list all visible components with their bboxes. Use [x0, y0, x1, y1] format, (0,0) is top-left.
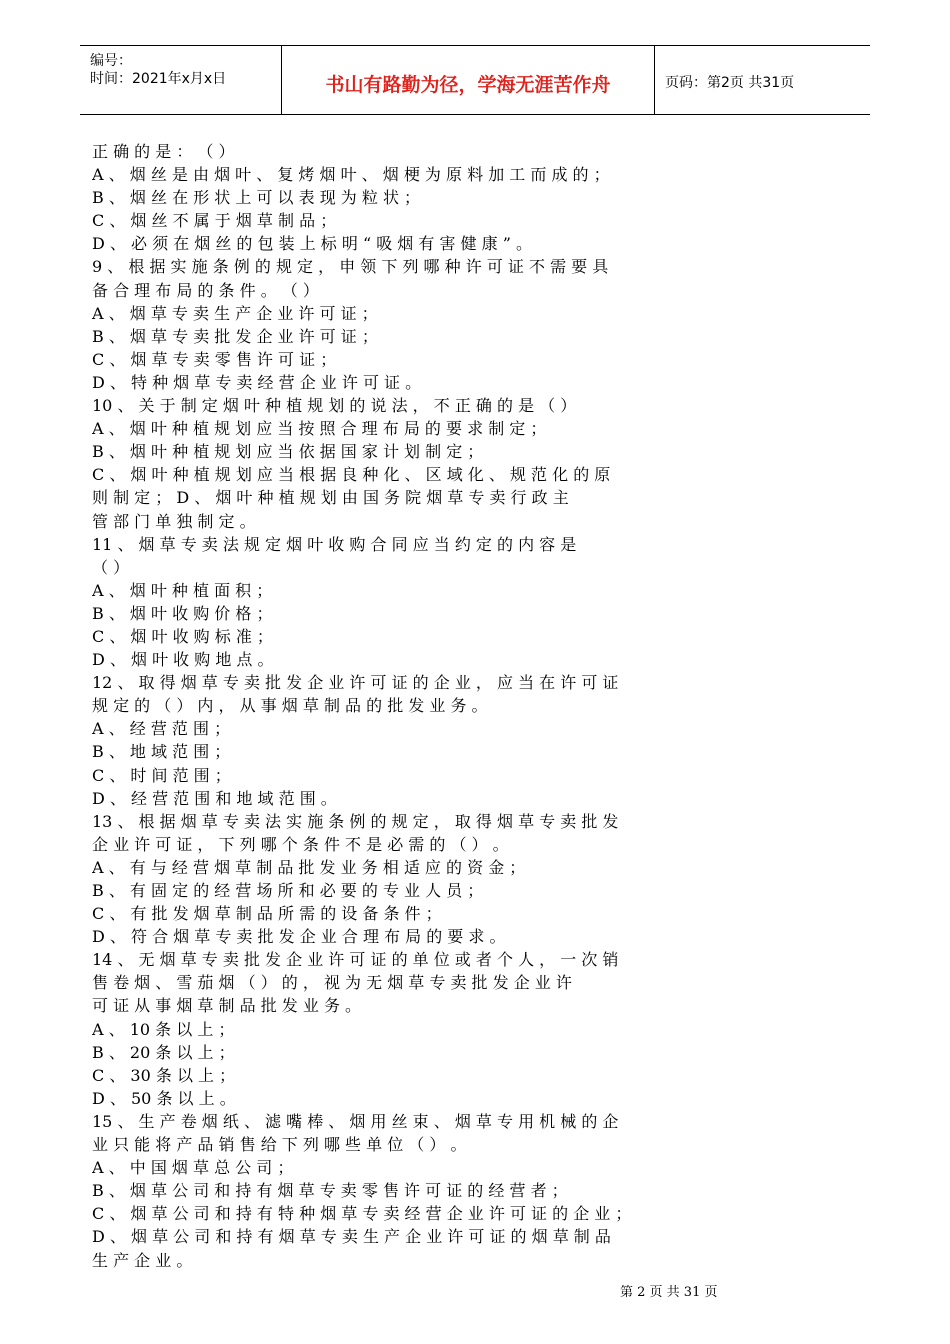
text-line: A 、 中 国 烟 草 总 公 司 ； [92, 1158, 294, 1178]
header-right-cell [655, 46, 870, 114]
text-line: 正 确 的 是 ： （ ） [92, 142, 235, 161]
text-line: C 、 烟 丝 不 属 于 烟 草 制 品 ； [92, 211, 337, 231]
text-line: 15 、 生 产 卷 烟 纸 、 滤 嘴 棒 、 烟 用 丝 束 、 烟 草 专 用 机 械 的 企 [92, 1111, 619, 1131]
text-line: 生 产 企 业 。 [92, 1250, 193, 1270]
text-line: A 、 烟 丝 是 由 烟 叶 、 复 烤 烟 叶 、 烟 梗 为 原 料 加 工 而 成 的 ； [92, 165, 610, 185]
text-line: C 、 时 间 范 围 ； [92, 765, 231, 785]
text-line: D 、 50 条 以 上 。 [92, 1088, 236, 1108]
text-line: C 、 30 条 以 上 ； [92, 1065, 236, 1085]
text-line: C 、 烟 草 专 卖 零 售 许 可 证 ； [92, 349, 337, 369]
text-line: C 、 有 批 发 烟 草 制 品 所 需 的 设 备 条 件 ； [92, 904, 442, 924]
text-line: B 、 烟 叶 收 购 价 格 ； [92, 603, 273, 623]
text-line: B 、 烟 草 专 卖 批 发 企 业 许 可 证 ； [92, 326, 378, 346]
text-line: B 、 烟 草 公 司 和 持 有 烟 草 专 卖 零 售 许 可 证 的 经 营 者 ； [92, 1181, 568, 1201]
text-line: A 、 烟 叶 种 植 面 积 ； [92, 580, 273, 600]
text-line: 12 、 取 得 烟 草 专 卖 批 发 企 业 许 可 证 的 企 业 ， 应 当 在 许 可 证 [92, 673, 619, 693]
text-line: D 、 烟 叶 收 购 地 点 。 [92, 650, 274, 670]
text-line: A 、 经 营 范 围 ； [92, 719, 231, 739]
text-line: D 、 经 营 范 围 和 地 域 范 围 。 [92, 788, 337, 808]
header-motto: 书山有路勤为径，学海无涯苦作舟 [325, 74, 611, 96]
text-line: C 、 烟 草 公 司 和 持 有 特 种 烟 草 专 卖 经 营 企 业 许 可 证 的 企 业 ； [92, 1204, 632, 1224]
text-line: 售 卷 烟 、 雪 茄 烟 （ ） 的 ， 视 为 无 烟 草 专 卖 批 发 企 业 许 [92, 973, 572, 993]
text-line: B 、 烟 叶 种 植 规 划 应 当 依 据 国 家 计 划 制 定 ； [92, 442, 484, 462]
text-line: 管 部 门 单 独 制 定 。 [92, 511, 256, 531]
text-line: 备 合 理 布 局 的 条 件 。 （ ） [92, 280, 319, 300]
text-line: 11 、 烟 草 专 卖 法 规 定 烟 叶 收 购 合 同 应 当 约 定 的 内 容 是 [92, 534, 577, 554]
text-line: 9 、 根 据 实 施 条 例 的 规 定 ， 申 领 下 列 哪 种 许 可 证 不 需 要 具 [92, 257, 609, 277]
text-line: A 、 烟 叶 种 植 规 划 应 当 按 照 合 理 布 局 的 要 求 制 定 ； [92, 419, 547, 439]
code-label: 编号： [90, 53, 132, 69]
text-line: A 、 10 条 以 上 ； [92, 1019, 235, 1039]
text-line: 业 只 能 将 产 品 销 售 给 下 列 哪 些 单 位 （ ） 。 [92, 1135, 467, 1155]
text-line: 可 证 从 事 烟 草 制 品 批 发 业 务 。 [92, 996, 362, 1016]
header-page-info: 页码：第2页 共31页 [665, 75, 795, 91]
text-line: 10 、 关 于 制 定 烟 叶 种 植 规 划 的 说 法 ， 不 正 确 的 是 （ ） [92, 396, 577, 416]
header-middle-cell [282, 46, 655, 114]
text-line: B 、 有 固 定 的 经 营 场 所 和 必 要 的 专 业 人 员 ； [92, 881, 484, 900]
text-line: A 、 烟 草 专 卖 生 产 企 业 许 可 证 ； [92, 303, 378, 323]
page-footer: 第 2 页 共 31 页 [620, 1285, 718, 1300]
page-header [80, 45, 870, 115]
text-line: C 、 烟 叶 收 购 标 准 ； [92, 626, 273, 646]
header-left-cell [80, 46, 282, 114]
text-line: 企 业 许 可 证 ， 下 列 哪 个 条 件 不 是 必 需 的 （ ） 。 [92, 834, 509, 854]
text-line: B 、 烟 丝 在 形 状 上 可 以 表 现 为 粒 状 ； [92, 188, 421, 208]
text-line: B 、 20 条 以 上 ； [92, 1042, 235, 1062]
text-line: 14 、 无 烟 草 专 卖 批 发 企 业 许 可 证 的 单 位 或 者 个 人 ， 一 次 销 [92, 950, 619, 970]
text-line: B 、 地 域 范 围 ； [92, 742, 231, 762]
text-line: 13 、 根 据 烟 草 专 卖 法 实 施 条 例 的 规 定 ， 取 得 烟 草 专 卖 批 发 [92, 811, 619, 831]
text-line: 则 制 定 ； D 、 烟 叶 种 植 规 划 由 国 务 院 烟 草 专 卖 行 政 主 [92, 488, 569, 508]
time-label: 时间：2021年x月x日 [90, 71, 227, 87]
text-line: D 、 符 合 烟 草 专 卖 批 发 企 业 合 理 布 局 的 要 求 。 [92, 927, 506, 947]
text-line: C 、 烟 叶 种 植 规 划 应 当 根 据 良 种 化 、 区 域 化 、 规 范 化 的 原 [92, 465, 611, 485]
text-line: （ ） [92, 557, 130, 577]
question-text-body [92, 140, 846, 1272]
text-line: D 、 烟 草 公 司 和 持 有 烟 草 专 卖 生 产 企 业 许 可 证 的 烟 草 制 品 [92, 1227, 611, 1247]
text-line: D 、 必 须 在 烟 丝 的 包 装 上 标 明 “ 吸 烟 有 害 健 康 ” 。 [92, 234, 532, 254]
text-line: 规 定 的 （ ） 内 ， 从 事 烟 草 制 品 的 批 发 业 务 。 [92, 696, 488, 716]
text-line: D 、 特 种 烟 草 专 卖 经 营 企 业 许 可 证 。 [92, 372, 422, 392]
text-line: A 、 有 与 经 营 烟 草 制 品 批 发 业 务 相 适 应 的 资 金 ； [92, 857, 526, 877]
